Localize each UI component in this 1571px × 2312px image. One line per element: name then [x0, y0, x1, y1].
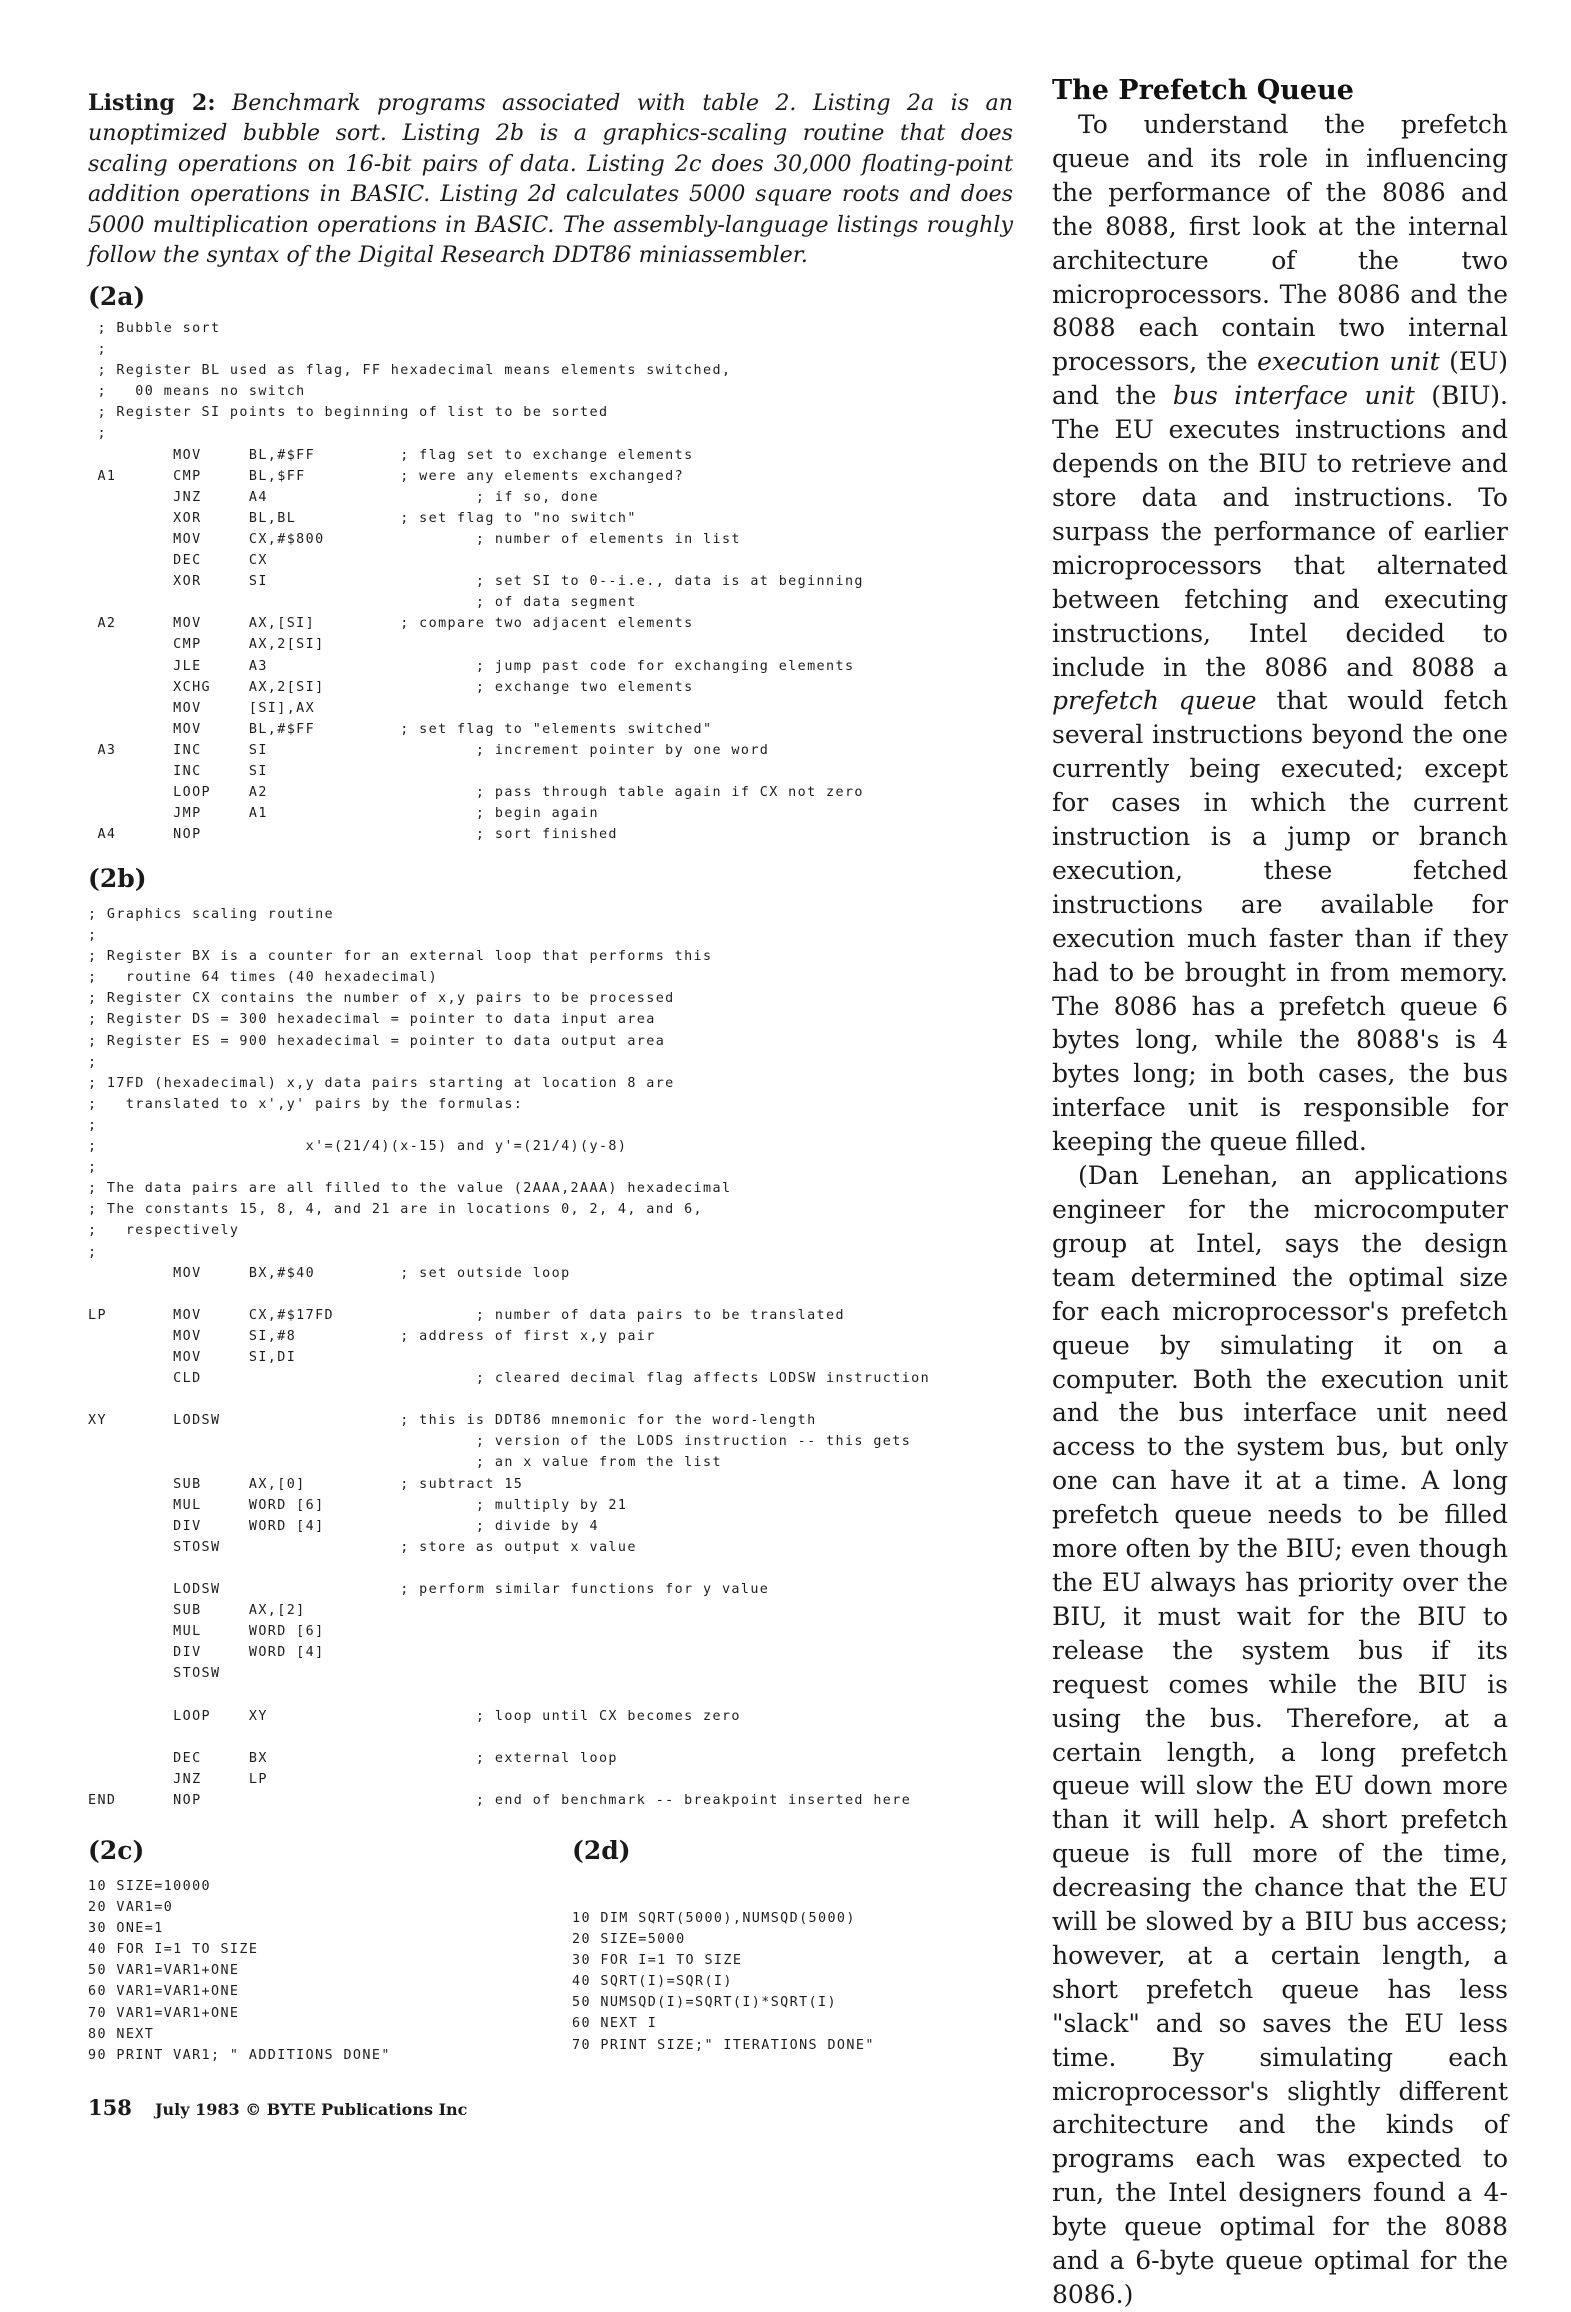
p1-emphasis-1: execution unit	[1257, 347, 1440, 377]
p1-text-3: (BIU). The EU executes instructions and depends on the BIU to retrieve and store data and instructions. To surpass the performance of earlier microprocessors that alternated between fetching and executing instructions, Intel decided to include in the 8086 and 8088 a	[1052, 381, 1508, 682]
code-line: ;	[88, 1160, 98, 1176]
code-line: ; an x value from the list	[88, 1455, 722, 1471]
code-line: 50 NUMSQD(I)=SQRT(I)*SQRT(I)	[572, 1995, 837, 2011]
code-line: 50 VAR1=VAR1+ONE	[88, 1963, 240, 1979]
code-line: JMP A1 ; begin again	[88, 806, 599, 822]
code-line: ; 17FD (hexadecimal) x,y data pairs starting at location 8 are	[88, 1075, 675, 1091]
code-line: A3 INC SI ; increment pointer by one word	[88, 742, 770, 758]
listing-2c-code	[88, 1876, 391, 2066]
code-line: XOR BL,BL ; set flag to "no switch"	[88, 510, 637, 526]
caption-lead: Listing 2:	[88, 90, 216, 116]
code-line: 20 VAR1=0	[88, 1900, 174, 1916]
p1-emphasis-3: prefetch queue	[1052, 686, 1257, 716]
sidebar-paragraph-1	[1052, 108, 1508, 1159]
code-line: ; x'=(21/4)(x-15) and y'=(21/4)(y-8)	[88, 1139, 628, 1155]
listing-caption	[88, 88, 1013, 270]
p1-text-2: (EU) and the	[1052, 347, 1508, 411]
code-line: ;	[88, 1054, 98, 1070]
code-line: ; Register BX is a counter for an external loop that performs this	[88, 949, 713, 965]
page-footer	[88, 2095, 467, 2120]
code-line: MUL WORD [6]	[88, 1624, 325, 1640]
code-line: ; version of the LODS instruction -- this gets	[88, 1434, 912, 1450]
code-line: 40 FOR I=1 TO SIZE	[88, 1942, 259, 1958]
sidebar-title: The Prefetch Queue	[1052, 75, 1354, 106]
code-line: END NOP ; end of benchmark -- breakpoint inserted here	[88, 1792, 912, 1808]
p1-emphasis-2: bus interface unit	[1172, 381, 1415, 411]
code-line: ; routine 64 times (40 hexadecimal)	[88, 970, 439, 986]
code-line: MOV [SI],AX	[88, 700, 316, 716]
code-line: ; Register ES = 900 hexadecimal = pointer to data output area	[88, 1033, 666, 1049]
code-line: ; Bubble sort	[88, 321, 221, 336]
code-line: 30 FOR I=1 TO SIZE	[572, 1953, 743, 1969]
code-line: MOV BX,#$40 ; set outside loop	[88, 1265, 571, 1281]
code-line: XCHG AX,2[SI] ; exchange two elements	[88, 679, 694, 695]
code-line: LOOP A2 ; pass through table again if CX not zero	[88, 785, 864, 801]
code-line: MOV SI,DI	[88, 1349, 297, 1365]
code-line: 10 SIZE=10000	[88, 1879, 212, 1894]
code-line: LODSW ; perform similar functions for y value	[88, 1582, 770, 1597]
code-line: 40 SQRT(I)=SQR(I)	[572, 1974, 733, 1990]
code-line: ;	[88, 928, 98, 944]
code-line: ;	[88, 1244, 98, 1260]
listing-2d-label: (2d)	[572, 1836, 631, 1865]
code-line: XOR SI ; set SI to 0--i.e., data is at beginning	[88, 574, 864, 590]
listing-2c-label: (2c)	[88, 1836, 145, 1865]
listing-2a-code	[88, 318, 864, 845]
code-line: MOV BL,#$FF ; set flag to "elements switched"	[88, 721, 713, 737]
code-line: JNZ A4 ; if so, done	[88, 489, 599, 505]
code-line: DEC BX ; external loop	[88, 1750, 618, 1766]
code-line: 90 PRINT VAR1; " ADDITIONS DONE"	[88, 2047, 391, 2063]
page-number: 158	[88, 2095, 132, 2120]
code-line: INC SI	[88, 763, 268, 779]
code-line: LP MOV CX,#$17FD ; number of data pairs to be translated	[88, 1307, 845, 1323]
code-line: ; translated to x',y' pairs by the formulas:	[88, 1096, 524, 1112]
listing-2d-code	[572, 1908, 875, 2056]
code-line: ; Register SI points to beginning of list to be sorted	[88, 405, 609, 421]
code-line: 20 SIZE=5000	[572, 1932, 686, 1948]
code-line: DIV WORD [4] ; divide by 4	[88, 1518, 599, 1534]
code-line: LOOP XY ; loop until CX becomes zero	[88, 1708, 741, 1724]
code-line: ;	[88, 342, 107, 358]
code-line: 70 VAR1=VAR1+ONE	[88, 2005, 240, 2021]
publication-info: July 1983 © BYTE Publications Inc	[154, 2100, 468, 2119]
code-line: 30 ONE=1	[88, 1921, 164, 1937]
code-line: ; of data segment	[88, 595, 637, 611]
code-line: CMP AX,2[SI]	[88, 637, 325, 653]
code-line	[88, 1684, 930, 1705]
code-line: A2 MOV AX,[SI] ; compare two adjacent elements	[88, 616, 694, 632]
code-line: A1 CMP BL,$FF ; were any elements exchanged?	[88, 468, 685, 484]
code-line: ; Register CX contains the number of x,y pairs to be processed	[88, 991, 675, 1007]
code-line: SUB AX,[0] ; subtract 15	[88, 1476, 524, 1492]
code-line: CLD ; cleared decimal flag affects LODSW instruction	[88, 1371, 931, 1387]
code-line	[88, 1558, 930, 1579]
code-line: 70 PRINT SIZE;" ITERATIONS DONE"	[572, 2037, 875, 2053]
code-line: ; Register DS = 300 hexadecimal = pointer to data input area	[88, 1012, 656, 1028]
code-line: ; respectively	[88, 1223, 240, 1239]
prefetch-queue-sidebar	[1052, 74, 1508, 2312]
code-line: MUL WORD [6] ; multiply by 21	[88, 1497, 628, 1513]
listing-2b-label: (2b)	[88, 864, 147, 893]
code-line: JNZ LP	[88, 1771, 268, 1787]
code-line: MOV CX,#$800 ; number of elements in list	[88, 531, 741, 547]
code-line: ; 00 means no switch	[88, 384, 306, 400]
p1-text-4: that would fetch several instructions beyond the one currently being executed; except for cases in which the current instruction is a jump or branch execution, these fetched instructions are available for execution much faster than if they had to be brought in from memory. The 8086 has a prefetch queue 6 bytes long, while the 8088's is 4 bytes long; in both cases, the bus interface unit is responsible for keeping the queue filled.	[1052, 686, 1508, 1157]
code-line: JLE A3 ; jump past code for exchanging elements	[88, 658, 855, 674]
code-line: 60 VAR1=VAR1+ONE	[88, 1984, 240, 2000]
code-line	[88, 1284, 930, 1305]
code-line: DIV WORD [4]	[88, 1645, 325, 1661]
code-line: ; Register BL used as flag, FF hexadecimal means elements switched,	[88, 363, 732, 379]
code-line: 80 NEXT	[88, 2026, 155, 2042]
code-line: ; The data pairs are all filled to the value (2AAA,2AAA) hexadecimal	[88, 1181, 732, 1197]
code-line: ; The constants 15, 8, 4, and 21 are in locations 0, 2, 4, and 6,	[88, 1202, 704, 1218]
code-line	[88, 1389, 930, 1410]
code-line: MOV BL,#$FF ; flag set to exchange elements	[88, 447, 694, 463]
sidebar-paragraph-2: (Dan Lenehan, an applications engineer for the microcomputer group at Intel, says the design team determined the optimal size for each microprocessor's prefetch queue by simulating it on a computer. Both the execution unit and the bus interface unit need access to the system bus, but only one can have it at a time. A long prefetch queue needs to be filled more often by the BIU; even though the EU always has priority over the BIU, it must wait for the BIU to release the system bus if its request comes while the BIU is using the bus. Therefore, at a certain length, a long prefetch queue will slow the EU down more than it will help. A short prefetch queue is full more of the time, decreasing the chance that the EU will be slowed by a BIU bus access; however, at a certain length, a short prefetch queue has less "slack" and so saves the EU less time. By simulating each microprocessor's slightly different architecture and the kinds of programs each was expected to run, the Intel designers found a 4-byte queue optimal for the 8088 and a 6-byte queue optimal for the 8086.)	[1052, 1161, 1508, 2309]
code-line	[88, 1727, 930, 1748]
p1-text-1: To understand the prefetch queue and its role in influencing the performance of the 8086 and the 8088, first look at the internal architecture of the two microprocessors. The 8086 and the 8088 each contain two internal processors, the	[1052, 110, 1508, 377]
listing-2b-code	[88, 904, 930, 1811]
code-line: ; Graphics scaling routine	[88, 907, 335, 922]
code-line: SUB AX,[2]	[88, 1603, 306, 1619]
listing-2a-label: (2a)	[88, 282, 146, 311]
code-line: 10 DIM SQRT(5000),NUMSQD(5000)	[572, 1911, 856, 1926]
code-line: ;	[88, 426, 107, 442]
code-line: 60 NEXT I	[572, 2016, 658, 2032]
code-line: DEC CX	[88, 553, 268, 569]
code-line: STOSW ; store as output x value	[88, 1539, 637, 1555]
code-line: STOSW	[88, 1666, 221, 1682]
code-line: MOV SI,#8 ; address of first x,y pair	[88, 1328, 656, 1344]
caption-body: Benchmark programs associated with table 2. Listing 2a is an unoptimized bubble sort. Listing 2b is a graphics-scaling routine that does scaling operations on 16-bit pairs of data. Listing 2c does 30,000 floating-point addition operations in BASIC. Listing 2d calculates 5000 square roots and does 5000 multiplication operations in BASIC. The assembly-language listings roughly follow the syntax of the Digital Research DDT86 miniassembler.	[88, 90, 1014, 269]
code-line: XY LODSW ; this is DDT86 mnemonic for the word-length	[88, 1413, 817, 1429]
code-line: ;	[88, 1117, 98, 1133]
code-line: A4 NOP ; sort finished	[88, 827, 618, 843]
